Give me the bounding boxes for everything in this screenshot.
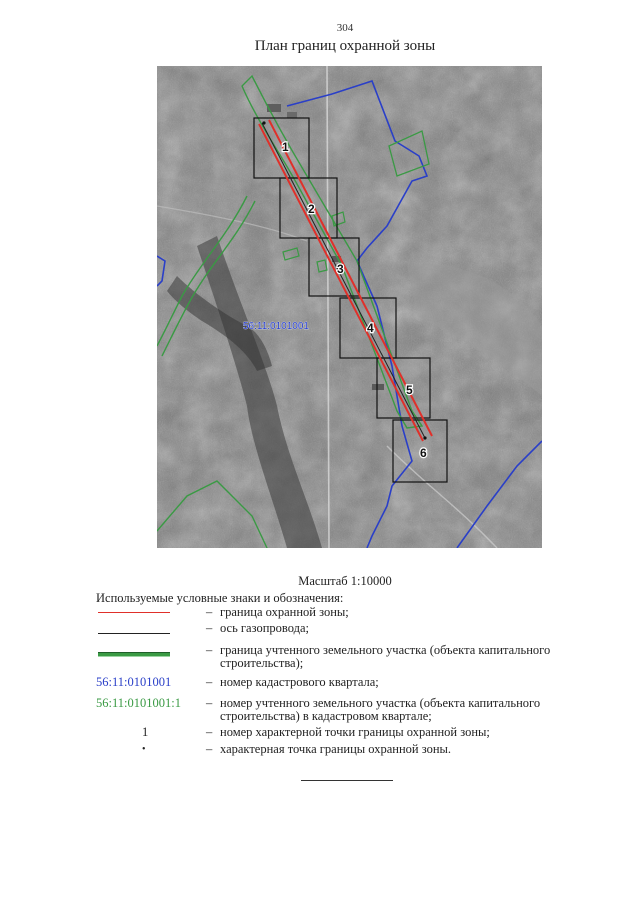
legend-dash: – xyxy=(206,696,213,710)
legend-text: ось газопровода; xyxy=(220,621,310,635)
legend-dash: – xyxy=(206,605,213,619)
legend-heading: Используемые условные знаки и обозначения: xyxy=(96,591,344,605)
bottom-rule xyxy=(301,780,393,781)
point-label: 4 xyxy=(367,321,374,335)
characteristic-point xyxy=(262,121,265,124)
legend-dash: – xyxy=(206,742,213,756)
black-line-symbol xyxy=(98,633,170,634)
legend-dash: – xyxy=(206,725,213,739)
legend-text: граница охранной зоны; xyxy=(220,605,349,619)
legend-dash: – xyxy=(206,621,213,635)
point-label: 3 xyxy=(337,262,344,276)
page-number: 304 xyxy=(336,22,354,34)
blue-quarter-sample: 56:11:0101001 xyxy=(96,675,172,689)
satellite-map[interactable] xyxy=(157,66,542,548)
building xyxy=(287,112,297,118)
point-label: 5 xyxy=(406,383,413,397)
page-title: План границ охранной зоны xyxy=(254,38,436,54)
legend-item-plot-number xyxy=(96,697,576,725)
legend-item-point xyxy=(96,743,576,757)
map-scale: Масштаб 1:10000 xyxy=(298,574,392,588)
legend-dash: – xyxy=(206,643,213,657)
legend-text: номер учтенного земельного участка (объекта капитального строительства) в кадастровом квартале; xyxy=(220,696,541,723)
cadastral-quarter-label: 56:11:0101001 xyxy=(243,321,309,332)
point-label: 6 xyxy=(420,446,427,460)
red-line-symbol xyxy=(98,612,170,613)
legend-text: характерная точка границы охранной зоны. xyxy=(220,742,452,756)
point-number-sample: 1 xyxy=(142,725,149,739)
dot-sample: • xyxy=(142,744,146,755)
legend-dash: – xyxy=(206,675,213,689)
green-plot-sample: 56:11:0101001:1 xyxy=(96,696,181,710)
legend-text: номер характерной точки границы охранной зоны; xyxy=(220,725,490,739)
point-label: 1 xyxy=(282,140,289,154)
legend-item-pipeline-axis xyxy=(96,622,576,636)
legend-text: граница учтенного земельного участка (объекта капитального строительства); xyxy=(220,643,551,670)
point-label: 2 xyxy=(308,202,315,216)
legend-item-land-plot xyxy=(96,644,576,672)
green-double-line-symbol xyxy=(98,652,170,657)
legend-item-protection-zone xyxy=(96,606,576,620)
characteristic-point xyxy=(423,436,426,439)
legend-item-quarter-number xyxy=(96,676,576,690)
legend-text: номер кадастрового квартала; xyxy=(220,675,379,689)
building xyxy=(372,384,384,390)
legend-item-point-number xyxy=(96,726,576,740)
